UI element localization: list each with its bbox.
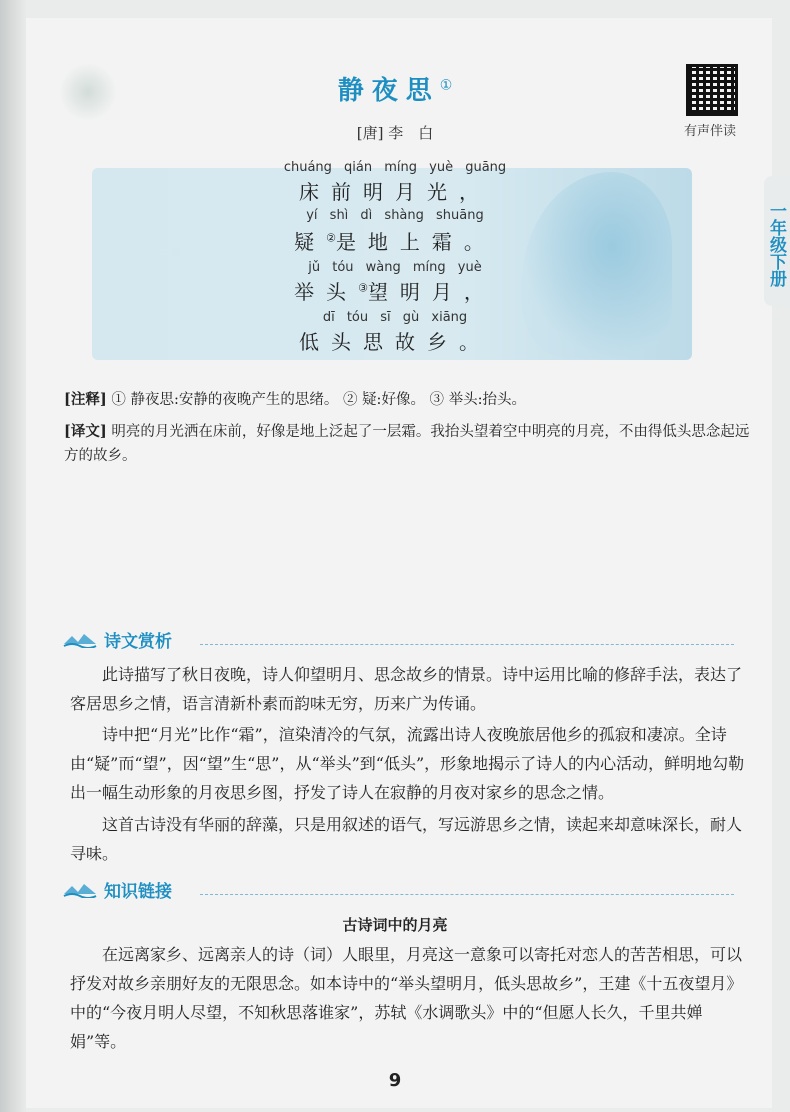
annotation-block	[64, 388, 754, 412]
translation-label: [译文]	[64, 423, 107, 440]
page-number: 9	[388, 1070, 402, 1091]
wave-icon	[62, 880, 98, 898]
poem-line-2-b: 是地上霜。	[335, 230, 496, 254]
knowledge-link-heading-text: 知识链接	[104, 881, 172, 902]
poem-line-4: 低头思故乡。	[299, 330, 491, 354]
poem-title-text: 静夜思	[337, 76, 440, 106]
appreciation-paragraph-1: 此诗描写了秋日夜晚，诗人仰望明月、思念故乡的情景。诗中运用比喻的修辞手法，表达了客居思乡之情，语言清新朴素而韵味无穷，历来广为传诵。	[70, 665, 743, 713]
audio-label: 有声伴读	[684, 124, 737, 139]
pinyin-line-4: dī tóu sī gù xiāng	[322, 310, 468, 325]
bleed-through-text	[70, 470, 750, 494]
appreciation-paragraph-2: 诗中把“月光”比作“霜”，渲染清冷的气氛，流露出诗人夜晚旅居他乡的孤寂和凄凉。全诗由“疑”而“望”，因“望”生“思”，从“举头”到“低头”，形象地揭示了诗人的内心活动，鲜明地勾勒出一幅生动形象的月夜思乡图，抒发了诗人在寂静的月夜对家乡的思念之情。	[70, 725, 745, 802]
annotation-label: [注释]	[64, 391, 107, 408]
poem-line-3-a: 举头	[294, 280, 359, 304]
poem-title	[0, 70, 790, 107]
footnote-mark-2: ②	[326, 231, 336, 245]
poem-line-2	[0, 226, 790, 255]
pinyin-line-2: yí shì dì shàng shuāng	[306, 208, 484, 223]
knowledge-link-heading	[62, 876, 172, 902]
pinyin-line-1: chuáng qián míng yuè guāng	[283, 160, 507, 175]
footnote-mark-3: ③	[358, 281, 368, 295]
title-footnote-mark: ①	[439, 77, 453, 94]
pinyin-line-3: jǔ tóu wàng míng yuè	[308, 260, 482, 275]
knowledge-subtitle: 古诗词中的月亮	[342, 916, 448, 934]
knowledge-link-divider	[200, 894, 734, 895]
annotation-text: ① 静夜思:安静的夜晚产生的思绪。 ② 疑:好像。 ③ 举头:抬头。	[111, 392, 527, 408]
poem-line-1: 床前明月光，	[299, 180, 491, 204]
poem-line-2-a: 疑	[294, 230, 327, 254]
appreciation-divider	[200, 644, 734, 645]
poem-author: [唐] 李 白	[356, 124, 434, 142]
grade-side-tab: 一年级下册	[764, 176, 790, 306]
poem-line-3-b: 望明月，	[367, 280, 496, 304]
appreciation-paragraph-3: 这首古诗没有华丽的辞藻，只是用叙述的语气，写远游思乡之情，读起来却意味深长，耐人寻味。	[70, 815, 743, 863]
appreciation-heading-text: 诗文赏析	[104, 631, 172, 652]
appreciation-heading	[62, 626, 172, 652]
translation-text: 明亮的月光洒在床前，好像是地上泛起了一层霜。我抬头望着空中明亮的月亮，不由得低头思念起远方的故乡。	[64, 424, 750, 464]
wave-icon	[62, 630, 98, 648]
knowledge-paragraph: 在远离家乡、远离亲人的诗（词）人眼里，月亮这一意象可以寄托对恋人的苦苦相思，可以抒发对故乡亲朋好友的无限思念。如本诗中的“举头望明月，低头思故乡”，王建《十五夜望月》中的“今夜月明人尽望，不知秋思落谁家”，苏轼《水调歌头》中的“但愿人长久，千里共婵娟”等。	[70, 945, 743, 1051]
poem-line-3	[0, 276, 790, 305]
translation-block	[64, 420, 754, 468]
